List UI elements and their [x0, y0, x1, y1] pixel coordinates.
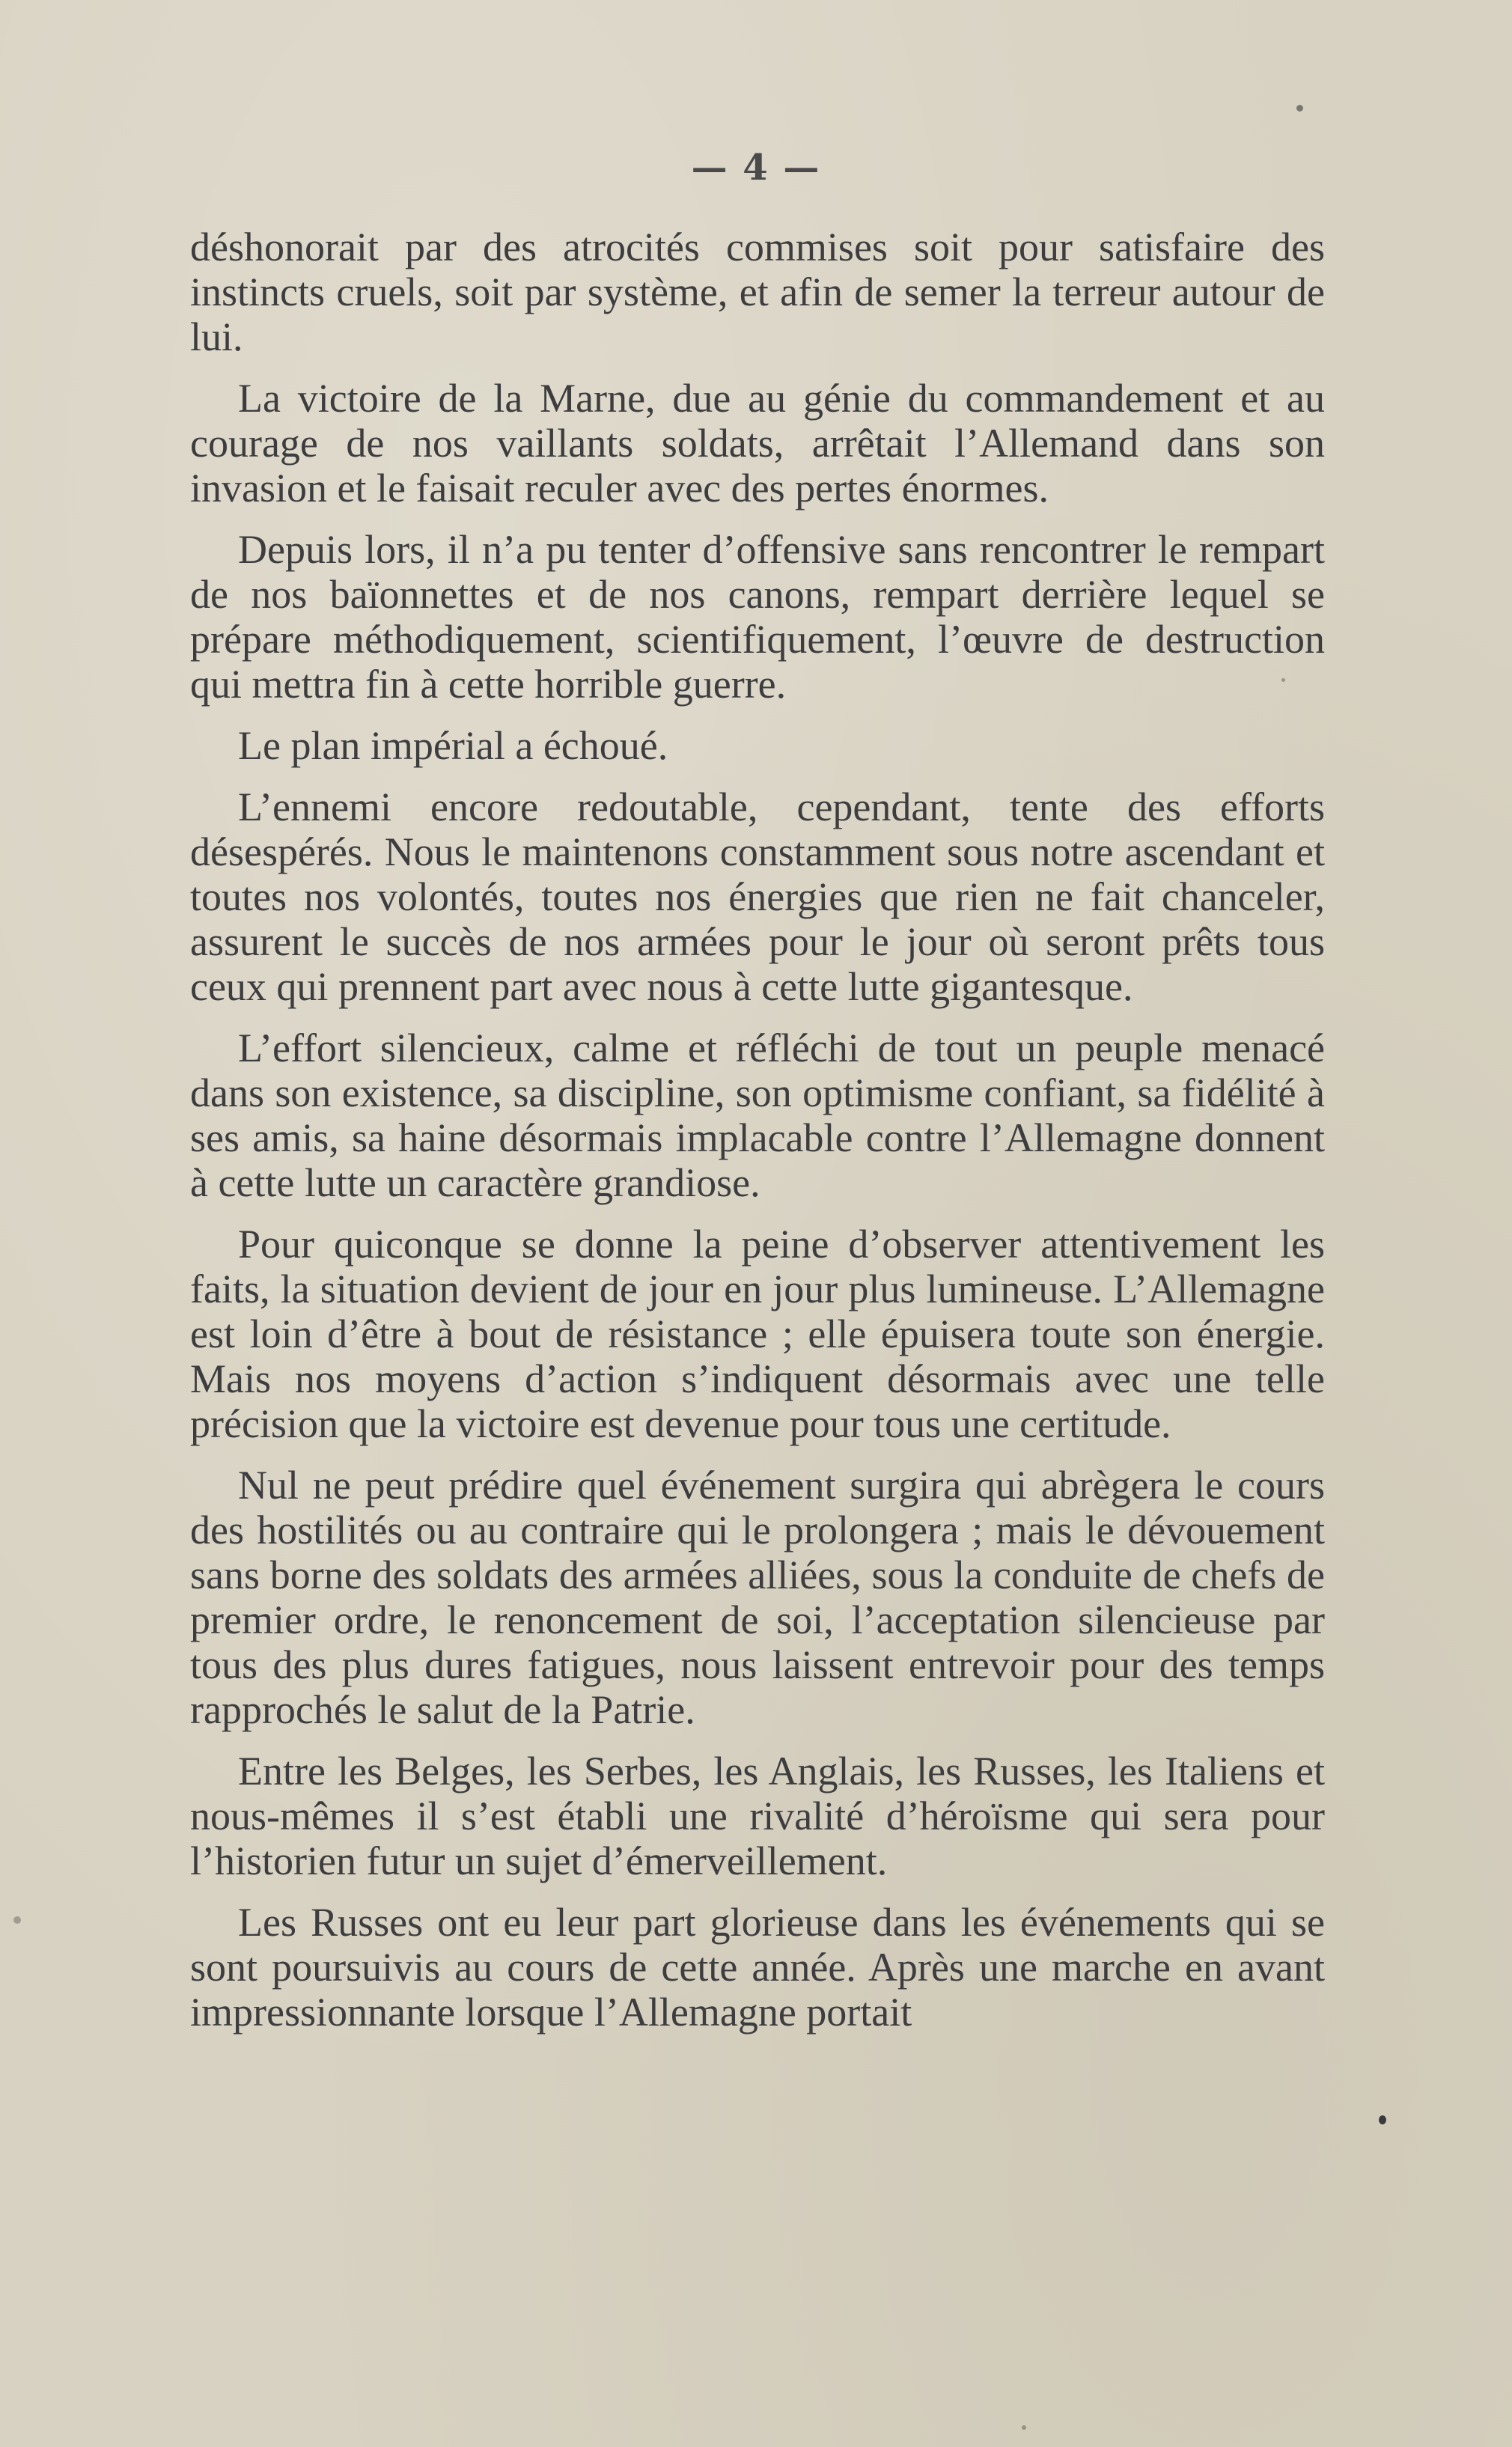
- ink-speck: [1281, 678, 1285, 682]
- paragraph: Nul ne peut prédire quel événement surgira qui abrègera le cours des hostilités ou au contraire qui le prolongera ; mais le dévouement sans borne des soldats des armées alliées, sous la conduite de chefs de premier ordre, le renoncement de soi, l’acceptation silencieuse par tous des plus dures fatigues, nous laissent entrevoir pour des temps rapprochés le salut de la Patrie.: [190, 1463, 1325, 1732]
- body-text: [190, 225, 1325, 2051]
- paragraph: La victoire de la Marne, due au génie du commandement et au courage de nos vaillants soldats, arrêtait l’Allemand dans son invasion et le faisait reculer avec des pertes énormes.: [190, 376, 1325, 511]
- paragraph: L’effort silencieux, calme et réfléchi de tout un peuple menacé dans son existence, sa discipline, son optimisme confiant, sa fidélité à ses amis, sa haine désormais implacable contre l’Allemagne donnent à cette lutte un caractère grandiose.: [190, 1026, 1325, 1205]
- paragraph: Les Russes ont eu leur part glorieuse dans les événements qui se sont poursuivis au cours de cette année. Après une marche en avant impressionnante lorsque l’Allemagne portait: [190, 1900, 1325, 2035]
- paragraph: Entre les Belges, les Serbes, les Anglais, les Russes, les Italiens et nous-mêmes il s’est établi une rivalité d’héroïsme qui sera pour l’historien futur un sujet d’émerveillement.: [190, 1749, 1325, 1883]
- paragraph: déshonorait par des atrocités commises soit pour satisfaire des instincts cruels, soit par système, et afin de semer la terreur autour de lui.: [190, 225, 1325, 359]
- paragraph: Depuis lors, il n’a pu tenter d’offensive sans rencontrer le rempart de nos baïonnettes et de nos canons, rempart derrière lequel se prépare méthodiquement, scientifiquement, l’œuvre de destruction qui mettra fin à cette horrible guerre.: [190, 527, 1325, 707]
- ink-speck: [1296, 105, 1303, 112]
- ink-speck: [1022, 2425, 1026, 2430]
- paragraph: Pour quiconque se donne la peine d’observer attentivement les faits, la situation devient de jour en jour plus lumineuse. L’Allemagne est loin d’être à bout de résistance ; elle épuisera toute son énergie. Mais nos moyens d’action s’indiquent désormais avec une telle précision que la victoire est devenue pour tous une certitude.: [190, 1222, 1325, 1446]
- ink-speck: [13, 1916, 21, 1924]
- page-number: — 4 —: [691, 147, 821, 189]
- ink-speck: [1379, 2115, 1386, 2124]
- paragraph: Le plan impérial a échoué.: [238, 723, 668, 768]
- paragraph: L’ennemi encore redoutable, cependant, tente des efforts désespérés. Nous le maintenons constamment sous notre ascendant et toutes nos volontés, toutes nos énergies que rien ne fait chanceler, assurent le succès de nos armées pour le jour où seront prêts tous ceux qui prennent part avec nous à cette lutte gigantesque.: [190, 784, 1325, 1009]
